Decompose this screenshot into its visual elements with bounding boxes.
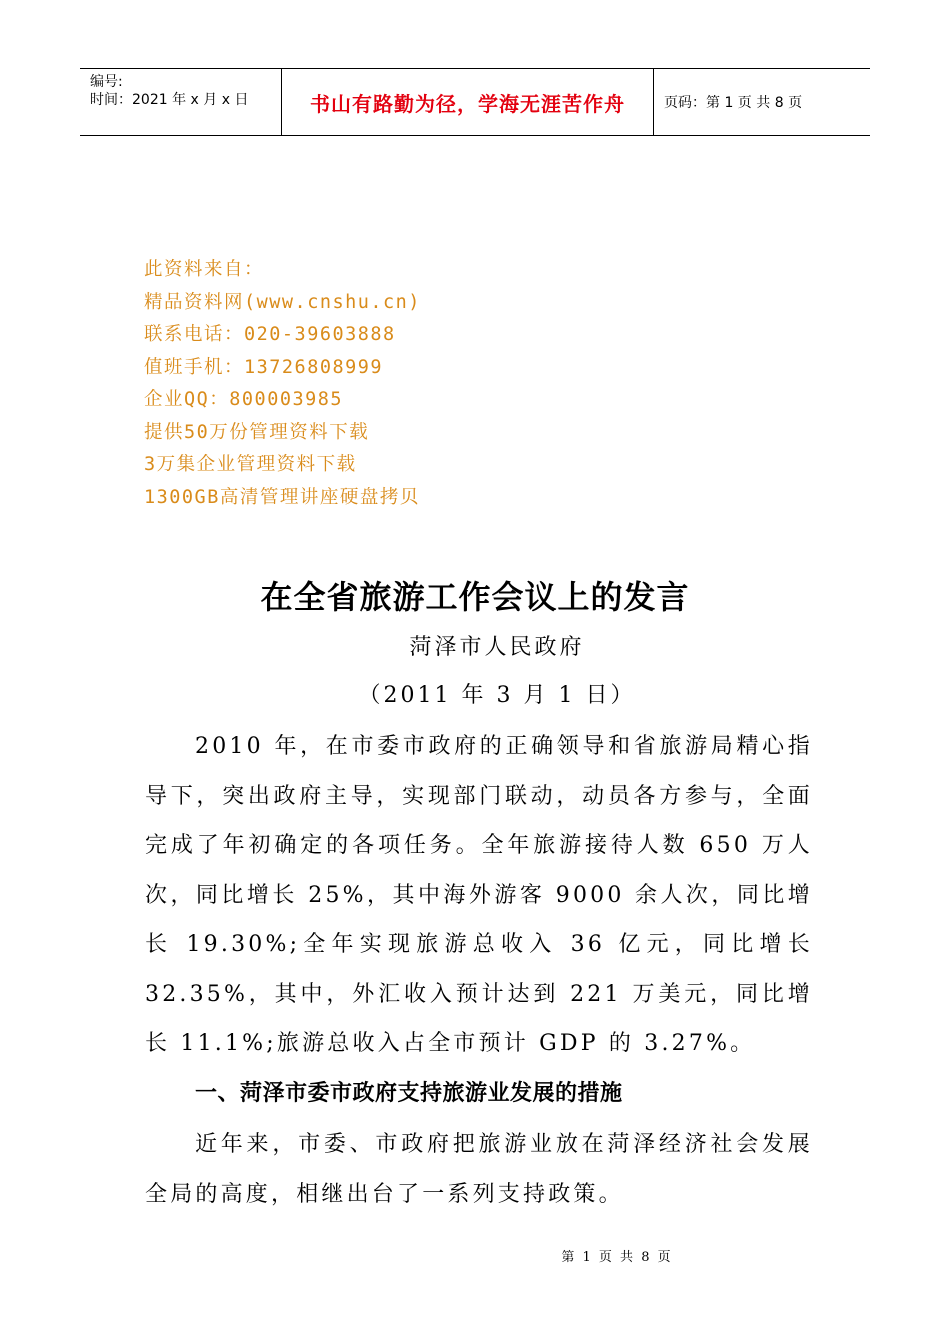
page-footer: 第 1 页 共 8 页: [561, 1250, 673, 1265]
source-line: 企业QQ：800003985: [144, 389, 344, 410]
source-line: 此资料来自：: [144, 259, 265, 280]
header-table: [80, 68, 870, 136]
header-meta-cell: [80, 69, 282, 135]
body-paragraph: 2010 年，在市委市政府的正确领导和省旅游局精心指导下，突出政府主导，实现部门联动，动员各方参与，全面完成了年初确定的各项任务。全年旅游接待人数 650 万人次，同比增长 25%，其中海外游客 9000 余人次，同比增长 19.30%;全年实现旅游总收入 36 亿元，同比增长 32.35%，其中，外汇收入预计达到 221 万美元，同比增长 11.1%;旅游总收入占全市预计 GDP 的 3.27%。: [145, 734, 813, 1056]
source-line: 3万集企业管理资料下载: [144, 454, 357, 475]
document-subtitle: 菏泽市人民政府: [409, 635, 585, 660]
header-time-label: 时间：2021 年 x 月 x 日: [90, 92, 249, 108]
document-title: 在全省旅游工作会议上的发言: [260, 578, 690, 616]
source-line: 精品资料网(www.cnshu.cn): [144, 291, 421, 313]
header-motto: 书山有路勤为径，学海无涯苦作舟: [282, 69, 654, 135]
source-info-block: [144, 254, 421, 514]
header-number-label: 编号:: [90, 74, 123, 90]
section-heading: 一、菏泽市委市政府支持旅游业发展的措施: [195, 1081, 623, 1106]
source-line: 1300GB高清管理讲座硬盘拷贝: [144, 486, 420, 508]
source-line: 提供50万份管理资料下载: [144, 421, 370, 443]
header-page-info: 页码：第 1 页 共 8 页: [664, 95, 803, 111]
document-date: （2011 年 3 月 1 日）: [358, 683, 636, 708]
source-line: 值班手机：13726808999: [144, 356, 384, 378]
source-line: 联系电话：020-39603888: [144, 324, 396, 345]
body-paragraph: 近年来，市委、市政府把旅游业放在菏泽经济社会发展全局的高度，相继出台了一系列支持政策。: [145, 1132, 813, 1207]
